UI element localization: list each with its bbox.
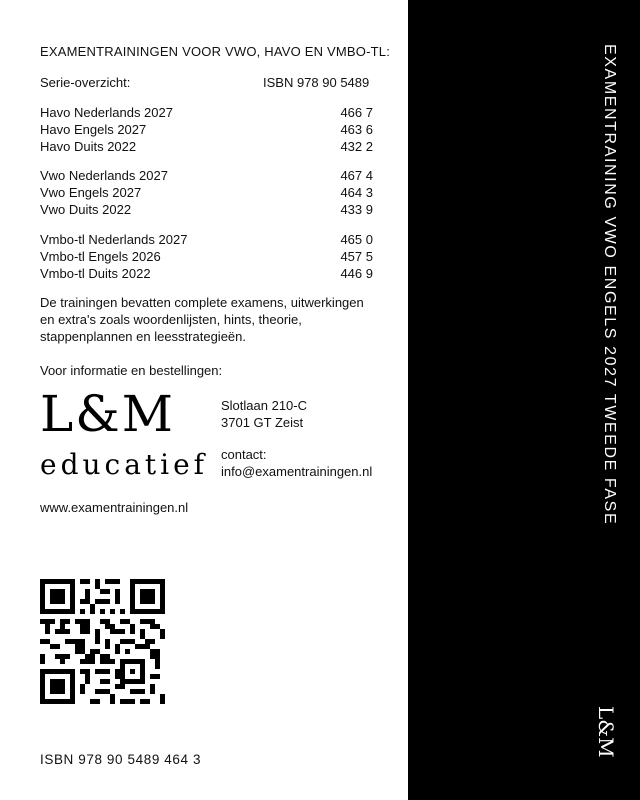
info-label: Voor informatie en bestellingen:	[40, 363, 223, 378]
item-title: Havo Duits 2022	[40, 139, 137, 154]
address-line-1: Slotlaan 210-C	[221, 398, 307, 413]
item-title: Vwo Engels 2027	[40, 185, 142, 200]
contact-label: contact:	[221, 447, 267, 462]
item-code: 467 4	[340, 168, 373, 183]
contact-email-link[interactable]: info@examentrainingen.nl	[221, 464, 373, 479]
item-title: Vwo Duits 2022	[40, 202, 132, 217]
item-code: 465 0	[340, 232, 373, 247]
publisher-logo-sub: educatief	[40, 448, 209, 481]
series-heading: EXAMENTRAININGEN VOOR VWO, HAVO EN VMBO-TL:	[40, 44, 391, 59]
item-code: 464 3	[340, 185, 373, 200]
item-title: Vwo Nederlands 2027	[40, 168, 168, 183]
publisher-logo-main: L&M	[40, 385, 175, 443]
havo-series-list	[40, 104, 373, 155]
isbn-full: ISBN 978 90 5489 464 3	[40, 752, 202, 767]
item-code: 466 7	[340, 105, 373, 120]
spine-title: EXAMENTRAINING VWO ENGELS 2027 TWEEDE FASE	[601, 44, 618, 526]
item-code: 446 9	[340, 266, 373, 281]
item-title: Vmbo-tl Duits 2022	[40, 266, 151, 281]
list-item	[40, 121, 373, 138]
list-item	[40, 167, 373, 184]
item-title: Vmbo-tl Nederlands 2027	[40, 232, 188, 247]
list-item	[40, 248, 373, 265]
item-code: 432 2	[340, 139, 373, 154]
item-code: 433 9	[340, 202, 373, 217]
item-code: 457 5	[340, 249, 373, 264]
list-item	[40, 201, 373, 218]
item-code: 463 6	[340, 122, 373, 137]
series-isbn-prefix: ISBN 978 90 5489	[263, 75, 370, 90]
list-item	[40, 104, 373, 121]
spine-logo: L&M	[594, 706, 618, 758]
vmbo-series-list	[40, 231, 373, 282]
item-title: Havo Engels 2027	[40, 122, 147, 137]
series-overview-label: Serie-overzicht:	[40, 75, 131, 90]
item-title: Vmbo-tl Engels 2026	[40, 249, 161, 264]
description-text: De trainingen bevatten complete examens, uitwerkingen en extra's zoals woordenlijsten, hints, theorie, stappenplannen en leesstrategieën.	[40, 295, 364, 344]
list-item	[40, 138, 373, 155]
website-link[interactable]: www.examentrainingen.nl	[40, 500, 189, 515]
address-line-2: 3701 GT Zeist	[221, 415, 304, 430]
item-title: Havo Nederlands 2027	[40, 105, 173, 120]
qr-code	[40, 579, 165, 704]
list-item	[40, 184, 373, 201]
vwo-series-list	[40, 167, 373, 218]
list-item	[40, 265, 373, 282]
list-item	[40, 231, 373, 248]
